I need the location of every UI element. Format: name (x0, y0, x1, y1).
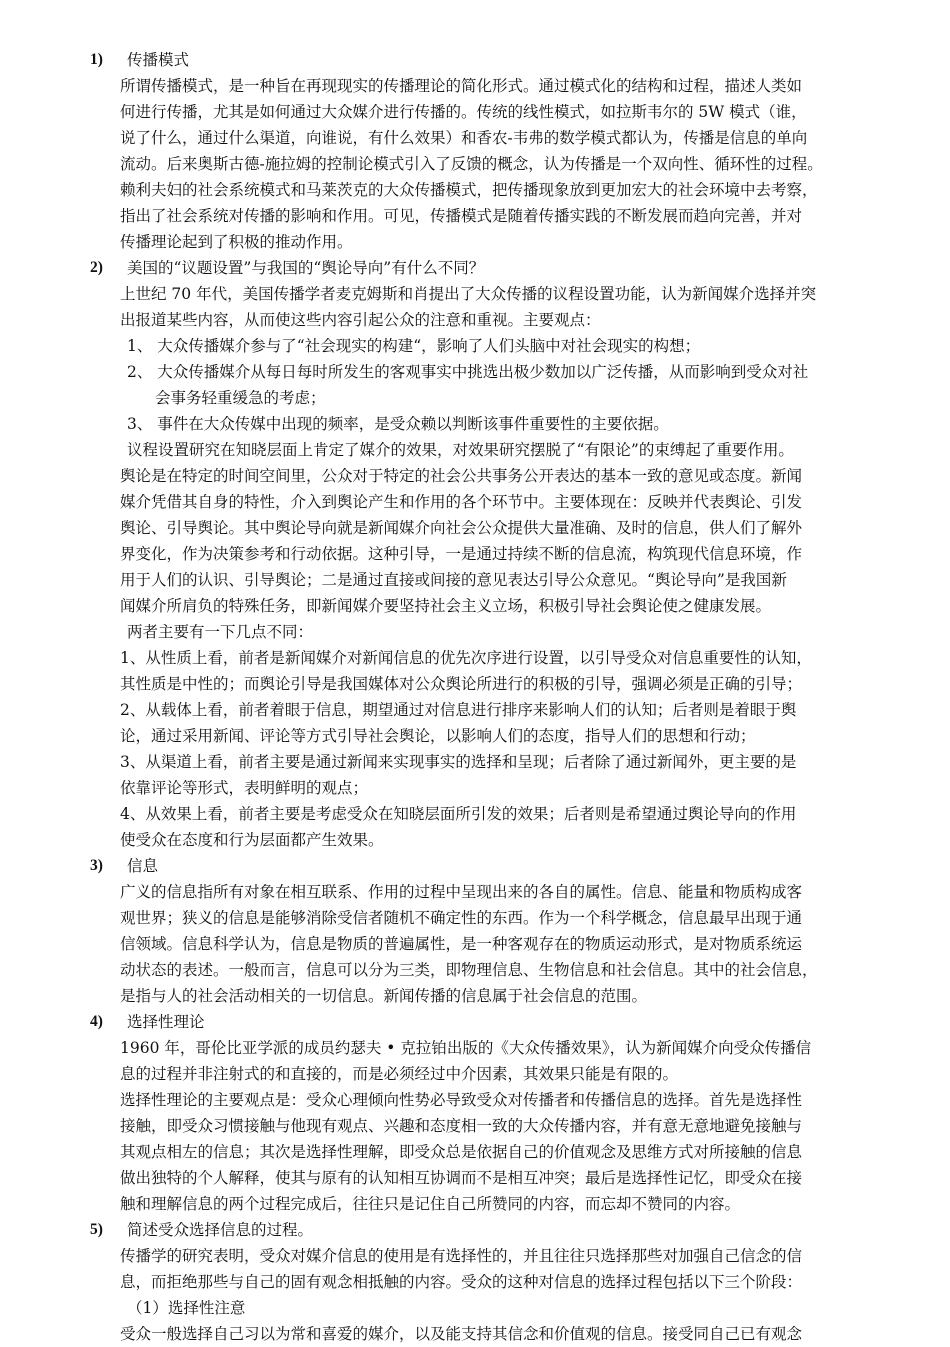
section-heading: 美国的“议题设置”与我国的“舆论导向”有什么不同？ (127, 259, 485, 277)
paragraph-line: 舆论是在特定的时间空间里，公众对于特定的社会公共事务公开表达的基本一致的意见或态度。新闻 (120, 467, 803, 485)
list-item-continuation: 会事务轻重缓急的考虑； (155, 389, 326, 407)
paragraph-line: 上世纪 70 年代，美国传播学者麦克姆斯和肖提出了大众传播的议程设置功能，认为新闻媒介选择并突 (120, 285, 817, 303)
paragraph-line: 息，而拒绝那些与自己的固有观念相抵触的内容。受众的这种对信息的选择过程包括以下三个阶段： (120, 1273, 803, 1291)
list-item: 2、 大众传播媒介从每日每时所发生的客观事实中挑选出极少数加以广泛传播，从而影响到受众对社 (127, 363, 809, 381)
paragraph-line: 赖利夫妇的社会系统模式和马莱茨克的大众传播模式，把传播现象放到更加宏大的社会环境中去考察， (120, 181, 818, 199)
paragraph-line: 接触，即受众习惯接触与他现有观点、兴趣和态度相一致的大众传播内容，并有意无意地避免接触与 (120, 1117, 803, 1135)
paragraph-line: 所谓传播模式，是一种旨在再现现实的传播理论的简化形式。通过模式化的结构和过程，描述人类如 (120, 77, 803, 95)
section-heading: 传播模式 (127, 51, 190, 69)
section-heading: 选择性理论 (127, 1013, 205, 1031)
paragraph-line: 广义的信息指所有对象在相互联系、作用的过程中呈现出来的各自的属性。信息、能量和物质构成客 (120, 883, 803, 901)
paragraph-line: 1960 年，哥伦比亚学派的成员约瑟夫 • 克拉铂出版的《大众传播效果》，认为新闻媒介向受众传播信 (120, 1039, 812, 1057)
paragraph-line: 舆论、引导舆论。其中舆论导向就是新闻媒介向社会公众提供大量准确、及时的信息，供人们了解外 (120, 519, 803, 537)
section-number: 1) (90, 51, 103, 68)
paragraph-line: 论，通过采用新闻、评论等方式引导社会舆论，以影响人们的态度，指导人们的思想和行动； (120, 727, 756, 745)
paragraph-line: 观世界；狭义的信息是能够消除受信者随机不确定性的东西。作为一个科学概念，信息最早出现于通 (120, 909, 803, 927)
paragraph-line: 流动。后来奥斯古德-施拉姆的控制论模式引入了反馈的概念，认为传播是一个双向性、循环性的过程。 (120, 155, 823, 173)
paragraph-line: 闻媒介所肩负的特殊任务，即新闻媒介要坚持社会主义立场，积极引导社会舆论使之健康发展。 (120, 597, 772, 615)
paragraph-line: 用于人们的认识、引导舆论；二是通过直接或间接的意见表达引导公众意见。“舆论导向”是我国新 (120, 571, 787, 589)
paragraph-line: 传播理论起到了积极的推动作用。 (120, 233, 353, 251)
section-number: 4) (90, 1013, 103, 1030)
paragraph-line: 1、从性质上看，前者是新闻媒介对新闻信息的优先次序进行设置，以引导受众对信息重要性的认知， (120, 649, 812, 667)
paragraph-line: 何进行传播，尤其是如何通过大众媒介进行传播的。传统的线性模式，如拉斯韦尔的 5W 模式（谁， (120, 103, 807, 121)
section-number: 3) (90, 857, 103, 874)
paragraph-line: 两者主要有一下几点不同： (127, 623, 314, 641)
section-number: 5) (90, 1221, 103, 1238)
paragraph-line: 依靠评论等形式，表明鲜明的观点； (120, 779, 369, 797)
section-heading: 简述受众选择信息的过程。 (127, 1221, 314, 1239)
paragraph-line: 出报道某些内容，从而使这些内容引起公众的注意和重视。主要观点： (120, 311, 601, 329)
paragraph-line: 媒介凭借其自身的特性，介入到舆论产生和作用的各个环节中。主要体现在：反映并代表舆论、引发 (120, 493, 803, 511)
list-item: 3、 事件在大众传媒中出现的频率，是受众赖以判断该事件重要性的主要依据。 (127, 415, 669, 433)
paragraph-line: 信领域。信息科学认为，信息是物质的普遍属性，是一种客观存在的物质运动形式，是对物质系统运 (120, 935, 803, 953)
paragraph-line: 说了什么，通过什么渠道，向谁说，有什么效果）和香农-韦弗的数学模式都认为，传播是信息的单向 (120, 129, 808, 147)
paragraph-line: 4、从效果上看，前者主要是考虑受众在知晓层面所引发的效果；后者则是希望通过舆论导向的作用 (120, 805, 797, 823)
paragraph-line: 其观点相左的信息；其次是选择性理解，即受众总是依据自己的价值观念及思维方式对所接触的信息 (120, 1143, 803, 1161)
paragraph-line: 受众一般选择自己习以为常和喜爱的媒介，以及能支持其信念和价值观的信息。接受同自己已有观念 (120, 1325, 803, 1343)
paragraph-line: 其性质是中性的；而舆论引导是我国媒体对公众舆论所进行的积极的引导，强调必须是正确的引导； (120, 675, 803, 693)
paragraph-line: 息的过程并非注射式的和直接的，而是必须经过中介因素，其效果只能是有限的。 (120, 1065, 679, 1083)
section-heading: 信息 (127, 857, 159, 875)
paragraph-line: 是指与人的社会活动相关的一切信息。新闻传播的信息属于社会信息的范围。 (120, 987, 648, 1005)
paragraph-line: 界变化，作为决策参考和行动依据。这种引导，一是通过持续不断的信息流，构筑现代信息环境，作 (120, 545, 803, 563)
paragraph-line: 使受众在态度和行为层面都产生效果。 (120, 831, 384, 849)
paragraph-line: 传播学的研究表明，受众对媒介信息的使用是有选择性的，并且往往只选择那些对加强自己信念的信 (120, 1247, 803, 1265)
paragraph-line: 议程设置研究在知晓层面上肯定了媒介的效果，对效果研究摆脱了“有限论”的束缚起了重要作用。 (127, 441, 794, 459)
paragraph-line: 2、从载体上看，前者着眼于信息，期望通过对信息进行排序来影响人们的认知；后者则是着眼于舆 (120, 701, 797, 719)
section-number: 2) (90, 259, 103, 276)
paragraph-line: 选择性理论的主要观点是：受众心理倾向性势必导致受众对传播者和传播信息的选择。首先是选择性 (120, 1091, 803, 1109)
paragraph-line: 动状态的表述。一般而言，信息可以分为三类，即物理信息、生物信息和社会信息。其中的社会信息， (120, 961, 818, 979)
paragraph-line: 指出了社会系统对传播的影响和作用。可见，传播模式是随着传播实践的不断发展而趋向完善，并对 (120, 207, 803, 225)
paragraph-line: 3、从渠道上看，前者主要是通过新闻来实现事实的选择和呈现；后者除了通过新闻外，更主要的是 (120, 753, 797, 771)
paragraph-line: 做出独特的个人解释，使其与原有的认知相互协调而不是相互冲突；最后是选择性记忆，即受众在接 (120, 1169, 803, 1187)
paragraph-line: 触和理解信息的两个过程完成后，往往只是记住自己所赞同的内容，而忘却不赞同的内容。 (120, 1195, 741, 1213)
list-item: 1、 大众传播媒介参与了“社会现实的构建“，影响了人们头脑中对社会现实的构想； (127, 337, 701, 355)
subheading: （1）选择性注意 (127, 1299, 246, 1317)
